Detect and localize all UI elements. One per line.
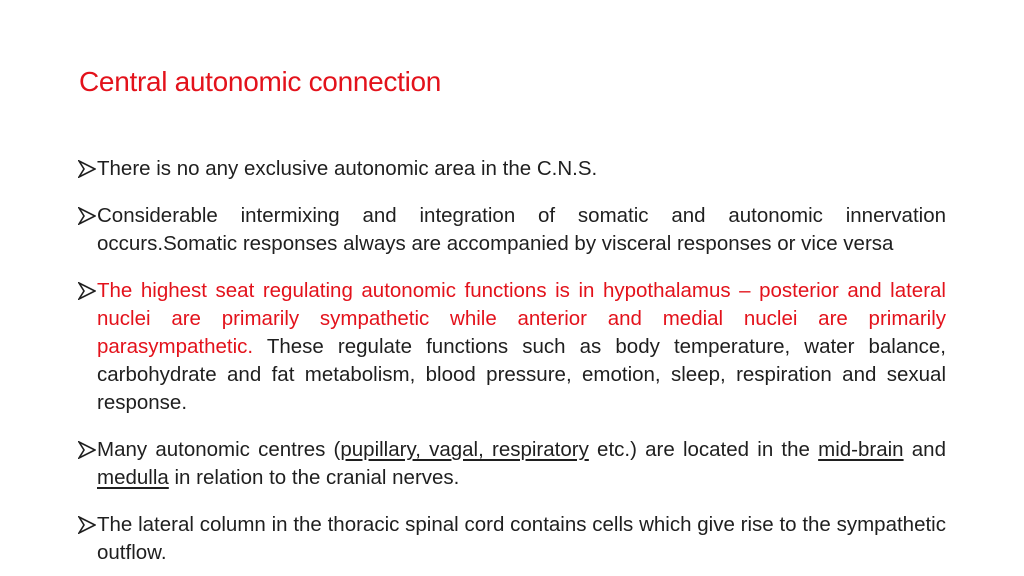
bullet-text: in relation to the cranial nerves. bbox=[168, 466, 460, 489]
underlined-term-centres: pupillary, vagal, respiratory bbox=[340, 438, 589, 461]
bullet-list bbox=[78, 155, 946, 576]
bullet-item bbox=[78, 155, 946, 183]
arrowhead-bullet-icon bbox=[78, 516, 96, 534]
bullet-text: Considerable intermixing and integration of somatic and autonomic innervation occurs.Somatic responses always are accompanied by visceral responses or vice versa bbox=[97, 204, 946, 255]
arrowhead-bullet-icon bbox=[78, 207, 96, 225]
bullet-text: etc.) are located in the bbox=[588, 438, 819, 461]
bullet-item bbox=[78, 436, 946, 492]
bullet-text: These regulate functions such as body temperature, water balance, carbohydrate and fat metabolism, blood pressure, emotion, sleep, respiration and sexual response. bbox=[97, 335, 946, 414]
arrowhead-bullet-icon bbox=[78, 441, 96, 459]
bullet-item bbox=[78, 511, 946, 567]
underlined-term-medulla: medulla bbox=[97, 466, 169, 489]
bullet-text: Many autonomic centres ( bbox=[97, 438, 341, 461]
arrowhead-bullet-icon bbox=[78, 282, 96, 300]
bullet-text: The lateral column in the thoracic spinal cord contains cells which give rise to the sympathetic outflow. bbox=[97, 513, 946, 564]
bullet-item bbox=[78, 202, 946, 258]
underlined-term-mid-brain: mid-brain bbox=[818, 438, 904, 461]
highlighted-text: The highest seat regulating autonomic functions is in hypothalamus – posterior and lateral nuclei are primarily sympathetic while anterior and medial nuclei are primarily parasympathetic. bbox=[97, 279, 946, 358]
bullet-text: and bbox=[903, 438, 946, 461]
bullet-text: There is no any exclusive autonomic area in the C.N.S. bbox=[97, 157, 598, 180]
arrowhead-bullet-icon bbox=[78, 160, 96, 178]
slide-title: Central autonomic connection bbox=[79, 66, 442, 97]
bullet-item bbox=[78, 277, 946, 417]
